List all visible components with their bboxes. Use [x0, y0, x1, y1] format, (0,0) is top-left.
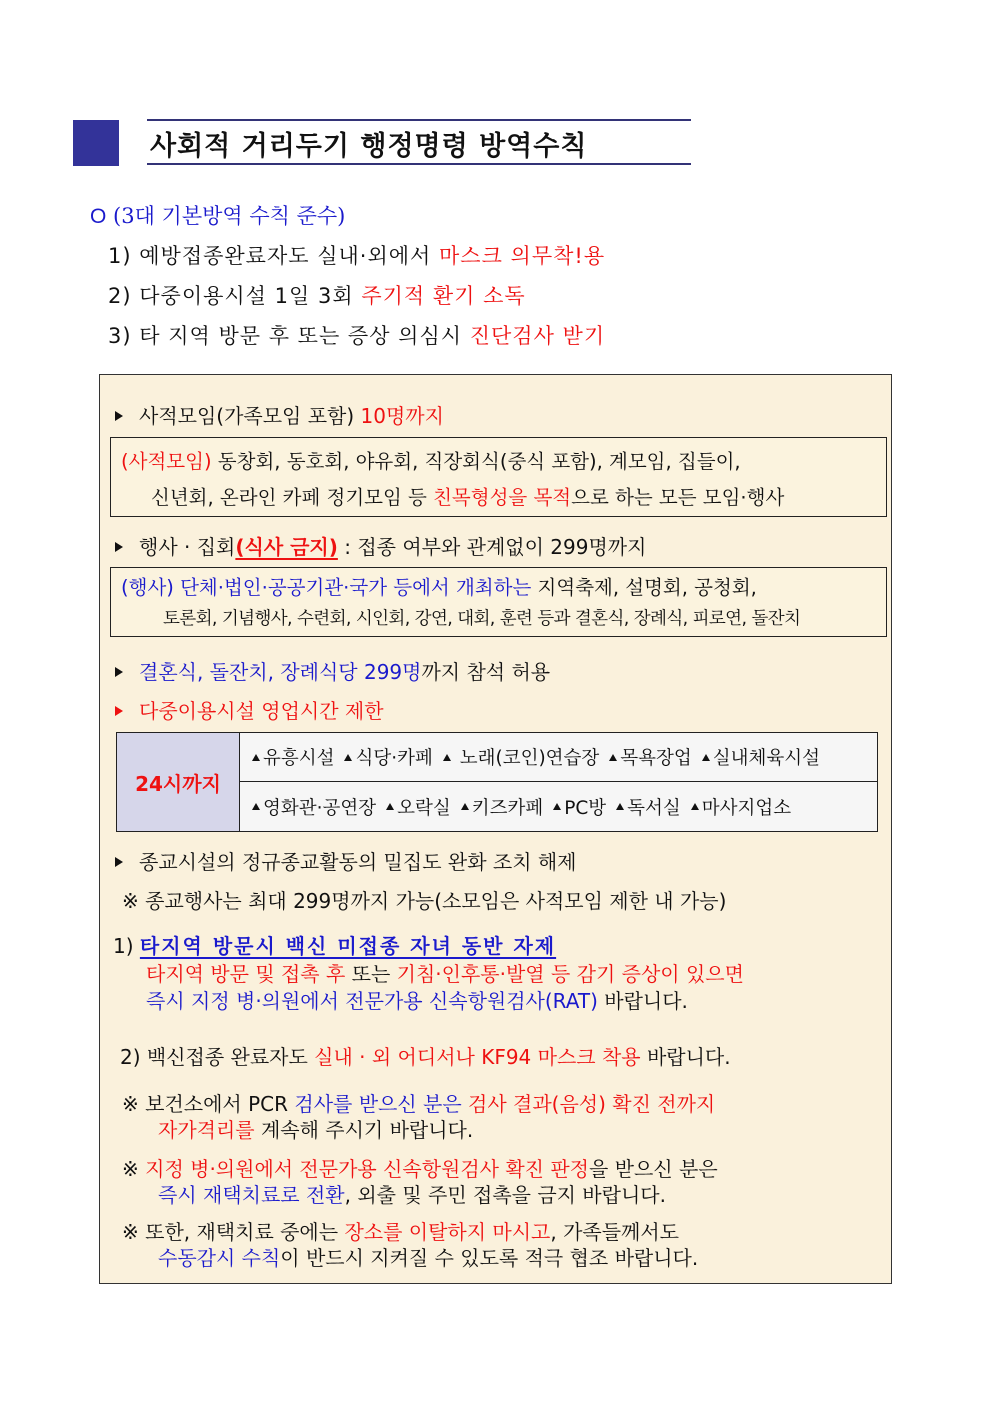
- note-2-line-2: [158, 1179, 666, 1208]
- item1-text: 또는: [345, 962, 397, 986]
- private-detail-text: 신년회, 온라인 카페 정기모임 등: [151, 486, 427, 509]
- private-detail-line-2: [151, 482, 784, 510]
- item-text: 타 지역 방문 후 또는 증상 의심시: [139, 324, 463, 348]
- item-text: 다중이용시설 1일 3회: [139, 284, 354, 308]
- small-triangle-icon: [553, 803, 561, 810]
- private-detail-text: 으로 하는 모든 모임·행사: [571, 486, 785, 509]
- facility-item: [252, 794, 376, 820]
- item2-text: 백신접종 완료자도: [146, 1045, 315, 1069]
- item1-blue-text: 즉시 지정 병·의원에서 전문가용 신속항원검사(RAT): [146, 989, 598, 1013]
- facility-item: [616, 794, 681, 820]
- note-text: , 가족들께서도: [550, 1220, 679, 1244]
- events-limit: : 접종 여부와 관계없이 299명까지: [337, 535, 647, 559]
- events-label: 행사 · 집회: [139, 535, 236, 559]
- note-blue-text: 검사를 받으신 분은: [294, 1092, 469, 1116]
- events-detail-line-1: [121, 572, 757, 600]
- events-organizers: (행사) 단체·법인·공공기관·국가 등에서 개최하는: [121, 576, 532, 599]
- hours-limit-heading: [115, 695, 384, 724]
- item2-red-text: 실내 · 외 어디서나 KF94 마스크 착용: [314, 1045, 641, 1069]
- small-triangle-icon: [386, 803, 394, 810]
- small-triangle-icon: [344, 754, 352, 761]
- triangle-bullet-icon: [115, 542, 123, 552]
- facility-item: [461, 794, 543, 820]
- page-title: 사회적 거리두기 행정명령 방역수칙: [150, 131, 588, 162]
- triangle-bullet-icon: [115, 706, 123, 716]
- note-text: 을 받으신 분은: [589, 1157, 718, 1181]
- facility-item: [553, 794, 606, 820]
- hours-label-cell: 24시까지: [117, 733, 240, 831]
- item1-red-text: 타지역 방문 및 접촉 후: [146, 962, 346, 986]
- note-blue-text: 수동감시 수칙: [158, 1246, 281, 1270]
- private-gathering-line: [115, 400, 444, 429]
- religion-line: [115, 846, 577, 875]
- note-text: 보건소에서 PCR: [145, 1092, 295, 1116]
- note-text: 이 반드시 지켜질 수 있도록 적극 협조 바랍니다.: [280, 1246, 699, 1270]
- item-number: 3): [108, 324, 132, 348]
- small-triangle-icon: [609, 754, 617, 761]
- facility-label: 마사지업소: [701, 797, 792, 819]
- item-highlight: 진단검사 받기: [469, 324, 606, 348]
- small-triangle-icon: [252, 754, 260, 761]
- religion-note: [122, 885, 726, 914]
- facility-label: 노래(코인)연습장: [459, 748, 600, 769]
- hours-limit-table: [116, 732, 878, 832]
- facility-label: 목욕장업: [620, 748, 692, 769]
- facility-label: 독서실: [627, 797, 681, 819]
- events-detail-line-2: 토론회, 기념행사, 수련회, 시인회, 강연, 대회, 훈련 등과 결혼식, 장례식, 피로연, 돌잔치: [163, 609, 801, 629]
- item1-heading-text: 타지역 방문시 백신 미접종 자녀 동반 자제: [139, 934, 557, 958]
- facility-item: [702, 744, 820, 770]
- triangle-bullet-icon: [115, 667, 123, 677]
- weddings-text: 까지 참석 허용: [421, 660, 551, 684]
- item1-text: 바랍니다.: [597, 989, 688, 1013]
- note-1-line-1: [122, 1088, 715, 1117]
- item2-text: 바랍니다.: [640, 1045, 731, 1069]
- intro-item-3: [108, 320, 605, 350]
- facility-item: [344, 744, 432, 770]
- item1-red-text: 기침·인후통·발열 등 감기 증상이 있으면: [396, 962, 744, 986]
- intro-heading-text: (3대 기본방역 수칙 준수): [113, 204, 346, 228]
- small-triangle-icon: [443, 754, 451, 761]
- item-text: 예방접종완료자도 실내·외에서: [139, 244, 432, 268]
- intro-heading: [90, 200, 345, 230]
- note-2-line-1: [122, 1153, 718, 1182]
- events-detail-text: 지역축제, 설명회, 공청회,: [537, 576, 757, 599]
- private-gathering-detail-box: [110, 437, 887, 517]
- events-no-meal: (식사 금지): [235, 535, 338, 559]
- weddings-line: [115, 656, 550, 685]
- item1-line-3: [146, 985, 688, 1014]
- item-number: 2): [108, 284, 132, 308]
- circle-bullet-icon: O: [90, 205, 107, 228]
- hours-limit-title: 다중이용시설 영업시간 제한: [139, 699, 384, 723]
- reference-mark-icon: ※: [122, 889, 139, 913]
- item-highlight: 주기적 환기 소독: [361, 284, 526, 308]
- facility-label: 오락실: [397, 797, 451, 819]
- title-rule-bottom: [147, 163, 691, 165]
- facility-item: [252, 744, 334, 770]
- facility-label: 실내체육시설: [712, 748, 821, 769]
- item-highlight: 마스크 의무착!용: [439, 244, 606, 268]
- intro-item-1: [108, 240, 605, 270]
- note-text: 또한, 재택치료 중에는: [145, 1220, 345, 1244]
- note-red-text: 지정 병·의원에서 전문가용 신속항원검사 확진 판정: [145, 1157, 589, 1181]
- facility-label: PC방: [564, 797, 607, 819]
- item-number: 1): [108, 244, 132, 268]
- facility-label: 유흥시설: [263, 748, 335, 769]
- small-triangle-icon: [252, 803, 260, 810]
- private-detail-highlight: 친목형성을 목적: [433, 486, 572, 509]
- facility-label: 영화관·공연장: [263, 797, 377, 819]
- private-tag: (사적모임): [121, 450, 212, 473]
- note-3-line-1: [122, 1216, 679, 1245]
- religion-text: 종교시설의 정규종교활동의 밀집도 완화 조치 해제: [139, 850, 577, 874]
- private-gathering-label: 사적모임(가족모임 포함): [139, 404, 355, 428]
- facility-label: 키즈카페: [471, 797, 544, 819]
- title-rule-top: [147, 119, 691, 121]
- facility-item: [386, 794, 451, 820]
- note-1-line-2: [158, 1114, 473, 1143]
- religion-note-text: 종교행사는 최대 299명까지 가능(소모임은 사적모임 제한 내 가능): [145, 889, 727, 913]
- item1-line-2: [146, 958, 744, 987]
- note-blue-text: 즉시 재택치료로 전환: [158, 1183, 345, 1207]
- item-number: 1): [113, 934, 134, 958]
- private-detail-text: 동창회, 동호회, 야유회, 직장회식(중식 포함), 계모임, 집들이,: [217, 450, 741, 473]
- facility-item: [443, 744, 599, 770]
- small-triangle-icon: [702, 754, 710, 761]
- facility-item: [609, 744, 691, 770]
- item2-line: [120, 1041, 731, 1070]
- facility-label: 식당·카페: [355, 748, 433, 769]
- small-triangle-icon: [616, 803, 624, 810]
- intro-item-2: [108, 280, 526, 310]
- note-text: , 외출 및 주민 접촉을 금지 바랍니다.: [344, 1183, 666, 1207]
- reference-mark-icon: ※: [122, 1157, 139, 1181]
- small-triangle-icon: [691, 803, 699, 810]
- triangle-bullet-icon: [115, 411, 123, 421]
- private-gathering-limit: 10명까지: [360, 404, 444, 428]
- facility-item: [691, 794, 791, 820]
- title-square-icon: [73, 120, 119, 166]
- item1-heading: [113, 930, 556, 959]
- hours-row-2: [240, 782, 877, 831]
- events-line: [115, 531, 646, 560]
- triangle-bullet-icon: [115, 857, 123, 867]
- item-number: 2): [120, 1045, 141, 1069]
- private-detail-line-1: [121, 446, 741, 474]
- note-red-text: 장소를 이탈하지 마시고: [344, 1220, 551, 1244]
- note-3-line-2: [158, 1242, 698, 1271]
- small-triangle-icon: [461, 803, 469, 810]
- reference-mark-icon: ※: [122, 1220, 139, 1244]
- hours-row-1: [240, 733, 877, 782]
- note-red-text: 자가격리를: [158, 1118, 255, 1142]
- events-detail-box: [110, 567, 887, 637]
- reference-mark-icon: ※: [122, 1092, 139, 1116]
- note-red-text: 검사 결과(음성) 확진 전까지: [468, 1092, 716, 1116]
- note-text: 계속해 주시기 바랍니다.: [254, 1118, 474, 1142]
- weddings-highlight: 결혼식, 돌잔치, 장례식당 299명: [139, 660, 422, 684]
